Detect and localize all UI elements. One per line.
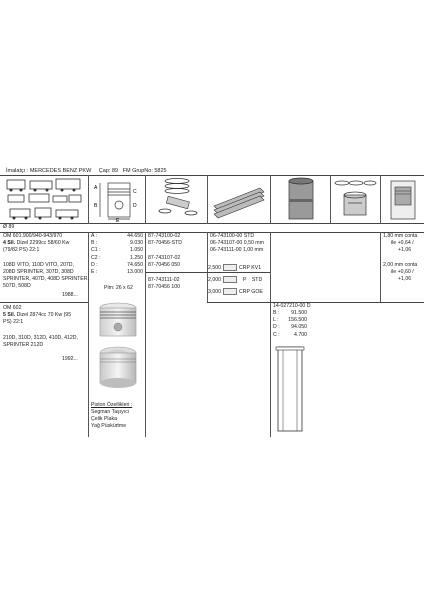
bore-size-label: Çap: 89 xyxy=(98,168,119,174)
vehicle1-model: SPRINTER, 407D, 408D SPRINTER, xyxy=(3,276,89,282)
divider xyxy=(88,175,89,224)
ring-thickness: 3,000 xyxy=(208,288,221,295)
diagram-label-a: A xyxy=(94,185,98,191)
ring-type: P xyxy=(242,276,247,283)
ring-set-illustration xyxy=(210,180,268,220)
liner-dim-value: 4.700 xyxy=(294,331,307,338)
liner-dim-label: C : xyxy=(273,331,280,338)
row-bottom-border xyxy=(0,223,424,224)
feature-item: Yağ Püskürtme xyxy=(91,423,127,429)
diagram-label-c: C xyxy=(133,189,137,195)
piston-top-photo xyxy=(94,300,142,340)
dim-label: E : xyxy=(91,269,98,276)
vehicle2-year: 1992... xyxy=(62,356,78,362)
dim-value: 1.050 xyxy=(130,247,143,254)
vehicle2-model: 210D, 310D, 312D, 410D, 412D, xyxy=(3,335,78,341)
divider xyxy=(270,175,271,224)
tolerance-line: 2,00 mm conta xyxy=(383,262,418,268)
piston-dimensions xyxy=(91,233,143,276)
dim-value: 74.650 xyxy=(127,261,143,268)
dim-value: 13.000 xyxy=(127,269,143,276)
piston-rings-pin-illustration xyxy=(147,177,206,222)
ring-spec-row xyxy=(208,276,262,284)
piston-dimension-diagram xyxy=(90,177,144,222)
divider xyxy=(145,272,270,273)
divider xyxy=(145,232,146,437)
tolerance-line: +1,06 xyxy=(398,276,412,282)
piston-code: 87-70456 100 xyxy=(148,284,181,290)
liner-dimensions xyxy=(273,310,307,339)
vehicle2-model: SPRINTER 212D xyxy=(3,342,44,348)
piston-kit-illustration xyxy=(332,177,378,222)
divider xyxy=(207,302,424,303)
cylinder-piston-illustration xyxy=(383,177,423,222)
ring-profile-icon xyxy=(223,288,237,295)
ring-thickness: 2,500 xyxy=(208,264,221,271)
ring-code: 06-743111-00 1,00 mm xyxy=(210,247,264,253)
fm-group-label: FM GrupNo: 5825 xyxy=(122,168,167,174)
divider xyxy=(380,175,381,224)
manufacturer-label: İmalatçı : MERCEDES BENZ PKW xyxy=(6,168,92,174)
vehicle2-engine: OM 602 xyxy=(3,305,22,311)
ring-thickness: 2,000 xyxy=(208,276,221,283)
diagram-label-b: B xyxy=(94,203,98,209)
cylinder-liner-illustration xyxy=(283,177,319,222)
piston-code: 87-743107-02 xyxy=(148,255,181,261)
vehicle1-cylinders: 4 Sil. xyxy=(3,240,16,246)
ring-spec-row xyxy=(208,264,261,272)
bore-label: Ø 89 xyxy=(3,224,15,230)
dim-value: 1.250 xyxy=(130,254,143,261)
features-title: Piston Özellikleri : xyxy=(91,402,133,408)
vehicles-illustration xyxy=(2,177,86,222)
vehicle2-spec-line1: Dizel 2874cc 70 Kw (95 xyxy=(16,312,72,318)
divider xyxy=(207,175,208,224)
dim-label: C1 : xyxy=(91,247,101,254)
row-top-border xyxy=(0,175,424,176)
divider xyxy=(380,232,381,302)
dim-label: B : xyxy=(91,240,98,247)
ring-code: 06-743107-00 0,50 mm xyxy=(210,240,264,246)
ring-profile-icon xyxy=(223,276,237,283)
diagram-label-e: E xyxy=(116,218,120,222)
ring-code: 06-743100-00 STD xyxy=(210,233,255,239)
feature-item: Segman Taşıyıcı xyxy=(91,409,130,415)
vehicle1-model: 507D, 508D xyxy=(3,283,31,289)
divider xyxy=(270,232,271,437)
liner-dim-label: B : xyxy=(273,310,280,316)
tolerance-line: +1,06 xyxy=(398,247,412,253)
vehicle1-model: 208D SPRINTER, 307D, 308D xyxy=(3,269,74,275)
ring-profile-icon xyxy=(223,264,237,271)
piston-code: 87-70456-STD xyxy=(148,240,183,246)
ring-type: CRP xyxy=(238,264,250,271)
tolerance-line: 1,80 mm conta xyxy=(383,233,418,239)
ring-code-suffix: KV1 xyxy=(251,264,262,271)
vehicle2-cylinders: 5 Sil. xyxy=(3,312,16,318)
diagram-label-d: D xyxy=(133,203,137,209)
liner-dim-value: 91.500 xyxy=(291,310,307,316)
piston-code: 87-70456 050 xyxy=(148,262,181,268)
ring-spec-row xyxy=(208,288,263,296)
ring-code-suffix: STD xyxy=(251,276,263,283)
dim-label: D : xyxy=(91,261,98,268)
piston-side-photo xyxy=(94,345,142,391)
catalog-header xyxy=(0,167,424,175)
liner-dim-label: L : xyxy=(273,317,279,324)
liner-code: 14-027210-00 D xyxy=(273,303,311,309)
dim-label: A : xyxy=(91,233,98,239)
liner-dim-value: 156.500 xyxy=(288,317,307,324)
tolerance-line: ile +0,60 / xyxy=(391,269,414,275)
vehicle1-engine: OM 601.900/940-943/970 xyxy=(3,233,63,239)
divider xyxy=(88,232,89,437)
ring-code-suffix: GOE xyxy=(251,288,263,295)
vehicle1-model: 108D VITO, 110D VITO, 207D, xyxy=(3,262,74,268)
ring-type: CRP xyxy=(238,288,250,295)
vehicle1-spec-line2: (79/82 PS) 22:1 xyxy=(3,247,40,253)
tolerance-line: ile +0,64 / xyxy=(391,240,414,246)
divider xyxy=(145,175,146,224)
liner-dim-value: 94.050 xyxy=(291,324,307,331)
vehicle1-spec-line1: Dizel 2299cc 58/60 Kw xyxy=(16,240,70,246)
pin-size: Pim: 26 x 62 xyxy=(104,285,133,291)
liner-drawing xyxy=(275,345,305,433)
dim-value: 9.030 xyxy=(130,240,143,247)
feature-item: Çelik Plaka xyxy=(91,416,117,422)
divider xyxy=(0,302,88,303)
dim-label: C2 : xyxy=(91,254,101,261)
piston-code: 87-743111-02 xyxy=(148,277,180,283)
vehicle1-year: 1988... xyxy=(62,292,78,298)
vehicle2-spec-line2: PS) 22:1 xyxy=(3,319,24,325)
dim-value: 44.650 xyxy=(127,233,143,239)
liner-dim-label: D : xyxy=(273,324,280,331)
piston-code: 87-743100-02 xyxy=(148,233,181,239)
divider xyxy=(330,175,331,224)
